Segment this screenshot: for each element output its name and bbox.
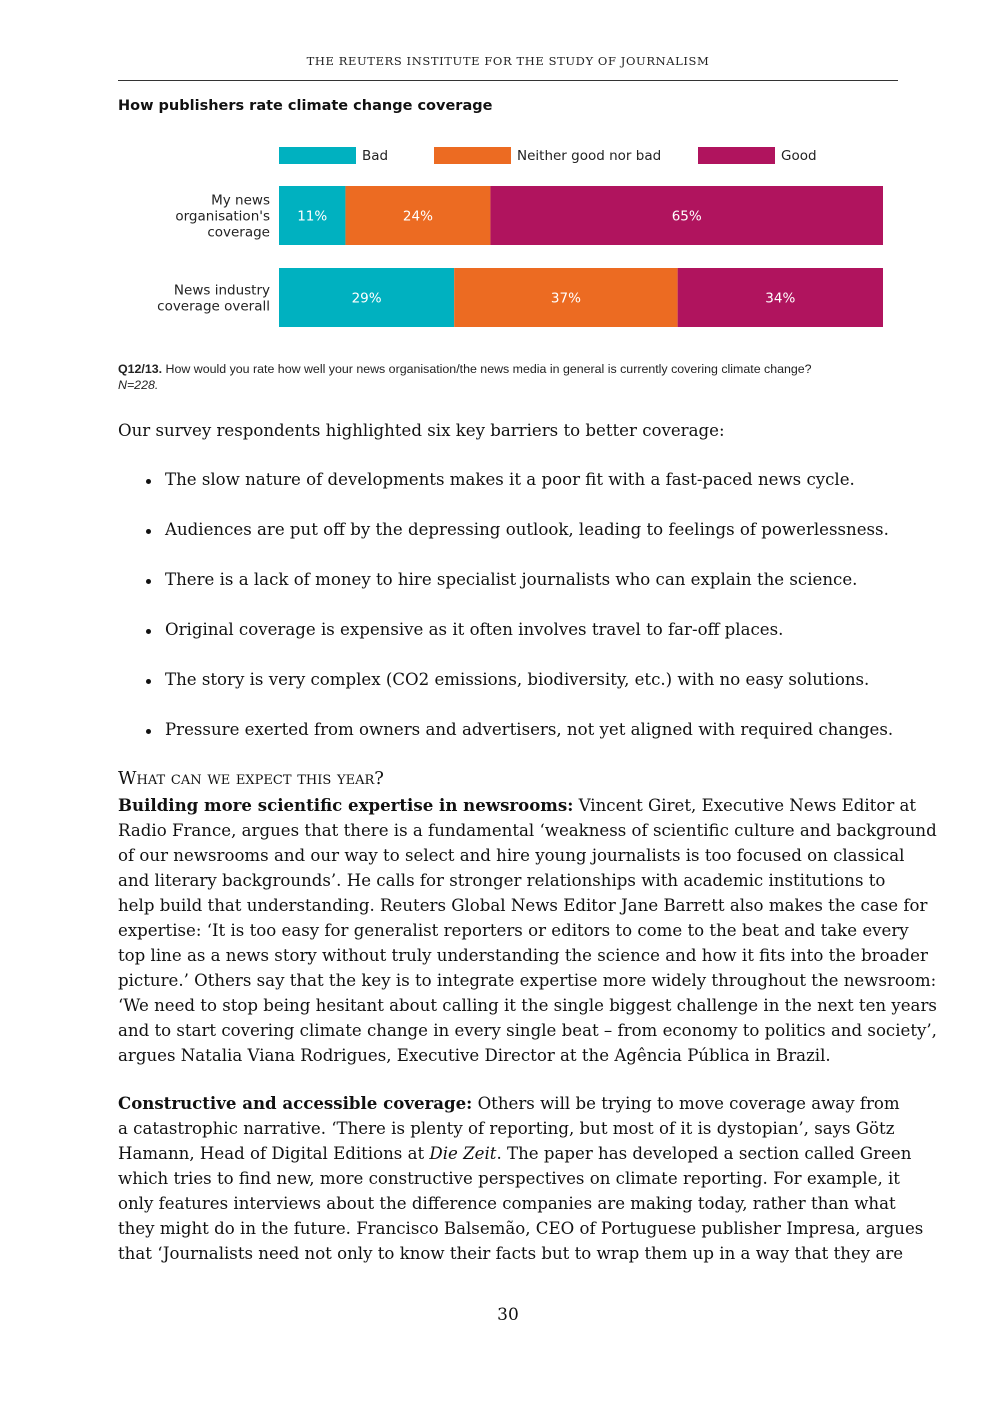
- paragraph-line: argues Natalia Viana Rodrigues, Executive Director at the Agência Pública in Brazil.: [118, 1046, 831, 1065]
- paragraph-line: [118, 1091, 900, 1116]
- list-item-text: Original coverage is expensive as it often involves travel to far-off places.: [165, 620, 784, 639]
- paragraph-line: which tries to find new, more constructive perspectives on climate reporting. For example, it: [118, 1169, 900, 1188]
- bar-value-label: 29%: [351, 290, 382, 307]
- paragraph-line: help build that understanding. Reuters Global News Editor Jane Barrett also makes the case for: [118, 896, 928, 915]
- paragraph-constructive-coverage: [118, 1091, 924, 1266]
- paragraph-text: Vincent Giret, Executive News Editor at: [573, 796, 917, 815]
- bullet-icon: [146, 579, 151, 584]
- paragraph-line: top line as a news story without truly understanding the science and how it fits into the broader: [118, 946, 928, 965]
- paragraph-text: . The paper has developed a section called Green: [496, 1144, 912, 1163]
- bullet-icon: [146, 629, 151, 634]
- bar-value-label: 34%: [765, 290, 796, 307]
- legend-label: Good: [781, 148, 817, 164]
- bar-value-label: 65%: [671, 208, 702, 225]
- list-item-text: The story is very complex (CO2 emissions, biodiversity, etc.) with no easy solutions.: [165, 670, 870, 689]
- question-id: Q12/13.: [118, 362, 163, 376]
- running-header: THE REUTERS INSTITUTE FOR THE STUDY OF JOURNALISM: [306, 54, 710, 68]
- list-item: [118, 668, 908, 718]
- paragraph-line: that ‘Journalists need not only to know their facts but to wrap them up in a way that they are: [118, 1244, 904, 1263]
- bar-value-label: 37%: [550, 290, 581, 307]
- list-item: [118, 468, 908, 518]
- list-item: [118, 518, 908, 568]
- bullet-icon: [146, 479, 151, 484]
- paragraph-line: [118, 793, 917, 818]
- paragraph-line: and literary backgrounds’. He calls for stronger relationships with academic institutions to: [118, 871, 886, 890]
- legend-swatch: [279, 147, 356, 164]
- chart-title: How publishers rate climate change coverage: [118, 98, 493, 114]
- question-text: How would you rate how well your news organisation/the news media in general is currently covering climate change?: [165, 362, 812, 376]
- paragraph-line: they might do in the future. Francisco Balsemão, CEO of Portuguese publisher Impresa, argues: [118, 1219, 924, 1238]
- barriers-list: [118, 468, 908, 768]
- stacked-bar-chart: [0, 130, 992, 345]
- legend-swatch: [698, 147, 775, 164]
- paragraph-text: Hamann, Head of Digital Editions at: [118, 1144, 430, 1163]
- category-label: organisation's: [175, 208, 270, 225]
- category-label: News industry: [173, 282, 270, 299]
- list-item: [118, 618, 908, 668]
- category-label: coverage: [207, 224, 270, 241]
- section-heading: What can we expect this year?: [118, 768, 384, 789]
- list-item-text: Pressure exerted from owners and advertisers, not yet aligned with required changes.: [165, 720, 894, 739]
- list-item-text: There is a lack of money to hire specialist journalists who can explain the science.: [165, 570, 858, 589]
- paragraph-text: Others will be trying to move coverage away from: [472, 1094, 900, 1113]
- paragraph-line: ‘We need to stop being hesitant about calling it the single biggest challenge in the next ten years: [118, 996, 937, 1015]
- chart-note: [118, 361, 898, 393]
- header-rule: [118, 80, 898, 81]
- bullet-icon: [146, 729, 151, 734]
- list-item: [118, 568, 908, 618]
- intro-sentence: Our survey respondents highlighted six key barriers to better coverage:: [118, 421, 725, 440]
- category-label: coverage overall: [157, 298, 270, 315]
- paragraph-line: of our newsrooms and our way to select and hire young journalists is too focused on classical: [118, 846, 905, 865]
- paragraph-lead: Building more scientific expertise in newsrooms:: [118, 795, 574, 815]
- page-number: 30: [497, 1305, 519, 1325]
- list-item-text: Audiences are put off by the depressing outlook, leading to feelings of powerlessness.: [165, 520, 889, 539]
- category-label: My news: [211, 192, 270, 209]
- paragraph-line: and to start covering climate change in every single beat – from economy to politics and society’,: [118, 1021, 937, 1040]
- bullet-icon: [146, 529, 151, 534]
- paragraph-line: only features interviews about the difference companies are making today, rather than what: [118, 1194, 896, 1213]
- paragraph-line: [118, 1141, 912, 1166]
- paragraph-line: picture.’ Others say that the key is to integrate expertise more widely throughout the newsroom:: [118, 971, 937, 990]
- sample-size: N=228.: [118, 378, 159, 392]
- paragraph-line: a catastrophic narrative. ‘There is plenty of reporting, but most of it is dystopian’, says Götz: [118, 1119, 895, 1138]
- paragraph-line: Radio France, argues that there is a fundamental ‘weakness of scientific culture and background: [118, 821, 937, 840]
- paragraph-line: expertise: ‘It is too easy for generalist reporters or editors to come to the beat and take every: [118, 921, 909, 940]
- bullet-icon: [146, 679, 151, 684]
- bar-value-label: 24%: [402, 208, 433, 225]
- legend-swatch: [434, 147, 511, 164]
- paragraph-lead: Constructive and accessible coverage:: [118, 1093, 473, 1113]
- publication-name: Die Zeit: [429, 1144, 497, 1163]
- list-item: [118, 718, 908, 768]
- list-item-text: The slow nature of developments makes it a poor fit with a fast-paced news cycle.: [165, 470, 855, 489]
- legend-label: Neither good nor bad: [517, 148, 662, 164]
- paragraph-scientific-expertise: [118, 793, 937, 1068]
- legend-label: Bad: [362, 148, 389, 164]
- bar-value-label: 11%: [297, 208, 328, 225]
